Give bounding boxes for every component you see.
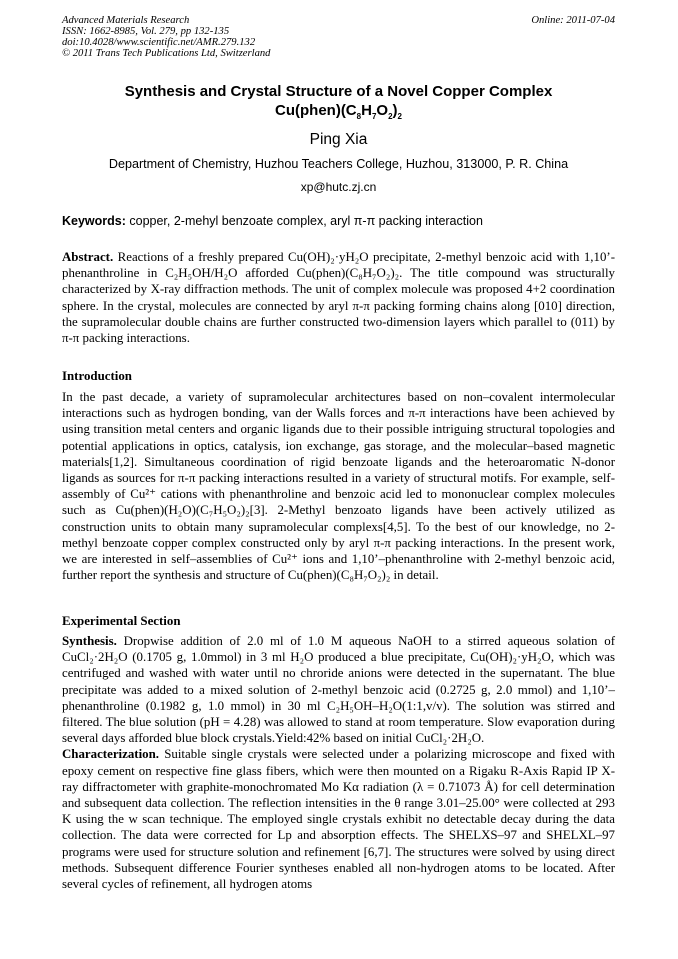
paper-title	[62, 82, 615, 120]
copyright-line: © 2011 Trans Tech Publications Ltd, Switzerland	[62, 48, 271, 59]
abstract-text: Reactions of a freshly prepared Cu(OH)₂·yH₂O precipitate, 2-methyl benzoic acid with 1,10’-phenanthroline in C₂H₅OH/H₂O afforded Cu(phen)(C₈H₇O₂)₂. The title compound was structurally characterized by X-ray diffraction methods. The unit of complex molecule was proposed 4+2 coordination sphere. In the crystal, molecules are connected by aryl π-π packing forming chains along [010] direction, the supramolecular double chains are further constructed two-dimension layers which parallel to (011) by π-π packing interactions.	[62, 250, 615, 346]
keywords-text: copper, 2-mehyl benzoate complex, aryl π-π packing interaction	[125, 214, 483, 228]
title-line-2: $Cu(phen)(C_8H_7O_2)_2$	[275, 102, 402, 121]
doi-line: doi:10.4028/www.scientific.net/AMR.279.132	[62, 37, 256, 48]
issn-line: ISSN: 1662-8985, Vol. 279, pp 132-135	[62, 26, 230, 37]
online-date: Online: 2011-07-04	[531, 15, 615, 26]
title-line-1: Synthesis and Crystal Structure of a Novel Copper Complex	[124, 83, 553, 100]
characterization-text: Suitable single crystals were selected under a polarizing microscope and fixed with epoxy cement on respective fine glass fibers, which were then mounted on a Rigaku R-Axis Rapid IP X-ray diffractometer with graphite-monochromated Mo Kα radiation (λ = 0.71073 Å) for cell determination and subsequent data collection. The reflection intensities in the θ range 3.01–25.00° were collected at 293 K using the w scan technique. The employed single crystals exhibit no detectable decay during the data collection. The data were corrected for Lp and absorption effects. The SHELXS–97 and SHELXL–97 programs were used for structure solution and refinement [6,7]. The structures were solved by using direct methods. Subsequent difference Fourier syntheses enabled all non-hydrogen atoms to be located. After several cycles of refinement, all hydrogen atoms	[62, 747, 615, 892]
journal-name: Advanced Materials Research	[62, 15, 190, 26]
author-name: Ping Xia	[309, 131, 368, 148]
abstract-label: Abstract.	[62, 250, 114, 264]
synthesis-text: Dropwise addition of 2.0 ml of 1.0 M aqueous NaOH to a stirred aqueous solation of CuCl₂·2H₂O (0.1705 g, 1.0mmol) in 3 ml H₂O produced a blue precipitate, Cu(OH)₂·yH₂O, which was centrifuged and washed with water until no chroride anions were detected in the supernatant. The blue precipitate was added to a mixed solution of 2-methyl benzoic acid (0.2725 g, 2.0 mmol) and 1,10’–phenanthroline (0.1982 g, 1.0 mmol) in 30 ml C₂H₅OH–H₂O(1:1,v/v). The solution was stirred and filtered. The blue solution (pH = 4.28) was allowed to stand at room temperature. Slow evaporation during several days afforded blue block crystals.Yield:42% based on initial CuCl₂·2H₂O.	[62, 634, 615, 746]
affiliation: Department of Chemistry, Huzhou Teachers College, Huzhou, 313000, P. R. China	[108, 157, 569, 171]
keywords	[62, 214, 615, 228]
experimental-heading: Experimental Section	[62, 614, 181, 628]
abstract	[62, 249, 615, 346]
experimental-body	[62, 633, 615, 892]
keywords-label: Keywords:	[62, 214, 126, 228]
introduction-body	[62, 389, 615, 583]
introduction-text: In the past decade, a variety of supramolecular architectures based on non–covalent intermolecular interactions such as hydrogen bonding, van der Walls forces and π-π interactions have been achieved by using transition metal centers and organic ligands due to their possible intriguing structural topologies and potential applications in optics, catalysis, ion exchange, gas storage, and the molecular–based magnetic materials[1,2]. Simultaneous coordination of rigid benzoate ligands and the heteroaromatic N-donor ligands as sources for π-π packing interactions resulted in a variety of structural motifs. For example, self-assembly of Cu²⁺ cations with phenanthroline and benzoic acid led to mononuclear complex molecules such as Cu(phen)(H₂O)(C₇H₅O₂)₂[3]. 2-Methyl benzoato ligands have been actively utilized as construction units to obtain many supramolecular complexs[4,5]. To the best of our knowledge, no 2-methyl benzoate copper complex constructed only by aryl π-π packing interactions. In the present work, we are interested in self–assemblies of Cu²⁺ ions and 1,10’–phenanthroline with 2-methyl benzoic acid, further report the synthesis and structure of Cu(phen)(C₈H₇O₂)₂ in detail.	[62, 390, 615, 583]
author-email: xp@hutc.zj.cn	[300, 180, 377, 194]
journal-header	[62, 15, 615, 59]
synthesis-label: Synthesis.	[62, 634, 117, 648]
characterization-label: Characterization.	[62, 747, 160, 762]
introduction-heading: Introduction	[62, 369, 132, 383]
